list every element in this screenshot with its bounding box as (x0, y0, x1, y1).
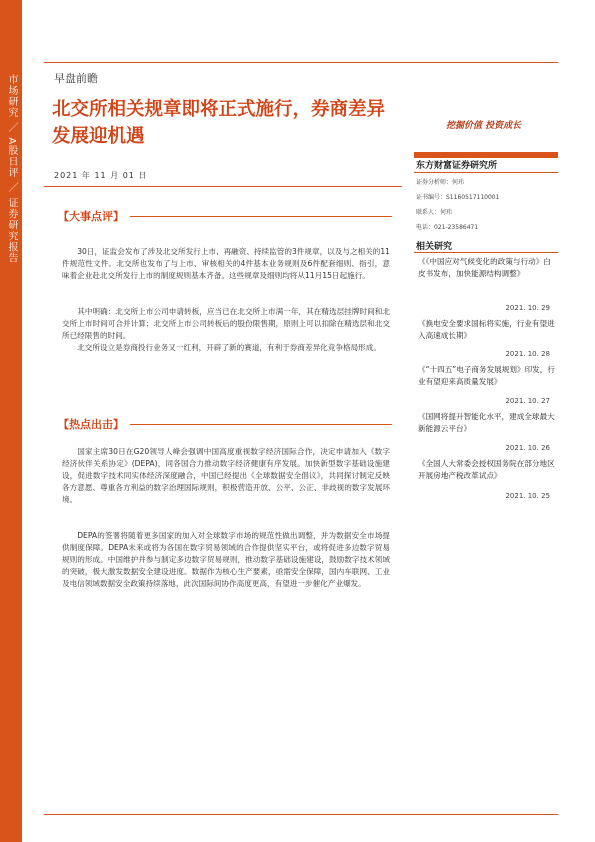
contact: 联系人：何玮 (416, 209, 453, 216)
related-research-heading: 相关研究 (416, 242, 453, 252)
paragraph: 国家主席30日在G20领导人峰会强调中国高度重视数字经济国际合作，决定申请加入《数字经济伙伴关系协定》(DEPA)，同各国合力推动数字经济健康有序发展。加快新型数字基础设施建设，促进数字技术同实体经济深度融合，中国已经提出《全球数据安全倡议》，共同探讨制定反映各方意愿、尊重各方利益的数字治理国际规则，积极营造开放、公平、公正、非歧视的数字发展环境。 (62, 447, 390, 504)
related-date: 2021. 10. 25 (505, 492, 550, 500)
paragraph: 其中明确：北交所上市公司申请转板，应当已在北交所上市满一年，其在精选层挂牌时间和北交所上市时间可合并计算；北交所上市公司转板后的股份限售期，原则上可以扣除在精选层和北交所已经限售的时间。 (62, 307, 390, 340)
related-date: 2021. 10. 29 (505, 304, 550, 312)
paragraph: 北交所设立是券商投行业务又一红利，开辟了新的赛道，有利于券商差异化竞争格局形成。 (77, 343, 381, 352)
certificate-number: 证书编号：S1160517110001 (416, 194, 500, 201)
related-item[interactable]: 《《中国应对气候变化的政策与行动》白皮书发布，加快能源结构调整》 (418, 257, 551, 278)
slogan: 挖掘价值 投资成长 (446, 121, 522, 131)
report-date: 2021 年 11 月 01 日 (54, 171, 148, 180)
phone: 电话：021-23586471 (416, 224, 479, 231)
related-item[interactable]: 《“十四五”电子商务发展规划》印发，行业有望迎来高质量发展》 (418, 365, 555, 386)
section-line (130, 216, 392, 217)
related-item[interactable]: 《国网将提升智能化水平，建成全球最大新能源云平台》 (418, 412, 555, 433)
section-heading-events: 【大事点评】 (58, 210, 124, 223)
side-strip (0, 0, 22, 842)
company-name: 东方财富证券研究所 (416, 161, 498, 171)
related-date: 2021. 10. 27 (505, 397, 550, 405)
paragraph: DEPA的签署将随着更多国家的加入对全球数字市场的规范性做出调整，并为数据安全市场提供制度保障。DEPA未来或将为各国在数字贸易领域的合作提供坚实平台，或将促进多边数字贸易规则的形成。中国维护并参与制定多边数字贸易规则，推动数字基础设施建设，鼓励数字技术领域的突破，极大激发数据安全建设进度。数据作为核心生产要素，亟需安全保障，国内车联网、工业及电信领域数据安全政策持续落地，此次国际间协作高度更高，有望进一步催化产业爆发。 (62, 531, 390, 588)
report-title: 北交所相关规章即将正式施行，券商差异发展迎机遇 (52, 99, 386, 147)
related-date: 2021. 10. 28 (505, 350, 550, 358)
related-item[interactable]: 《换电安全要求国标将实施，行业有望进入高速成长期》 (418, 319, 555, 340)
section-heading-hotspot: 【热点出击】 (58, 418, 124, 431)
section-line (130, 424, 392, 425)
side-label: 市场研究 ／ A股日评 ／ 证券研究报告 (6, 74, 17, 264)
paragraph: 30日，证监会发布了涉及北交所发行上市、再融资、持续监管的3件规章，以及与之相关的11件规范性文件。北交所也发布了与上市、审核相关的4件基本业务规则及6件配套细则、指引，意味着企业赴北交所发行上市的制度规则基本齐备。这些规章及细则均将从11月15日起施行。 (62, 247, 390, 280)
related-item[interactable]: 《全国人大常委会授权国务院在部分地区开展房地产税改革试点》 (418, 459, 555, 480)
top-divider (44, 62, 558, 63)
analyst: 证券分析师：何玮 (416, 179, 465, 186)
sidebar-divider (414, 252, 558, 253)
sidebar-divider (414, 172, 558, 173)
bottom-divider (44, 814, 558, 815)
daily-label: 早盘前瞻 (54, 72, 98, 85)
title-divider (44, 186, 402, 187)
related-date: 2021. 10. 26 (505, 444, 550, 452)
